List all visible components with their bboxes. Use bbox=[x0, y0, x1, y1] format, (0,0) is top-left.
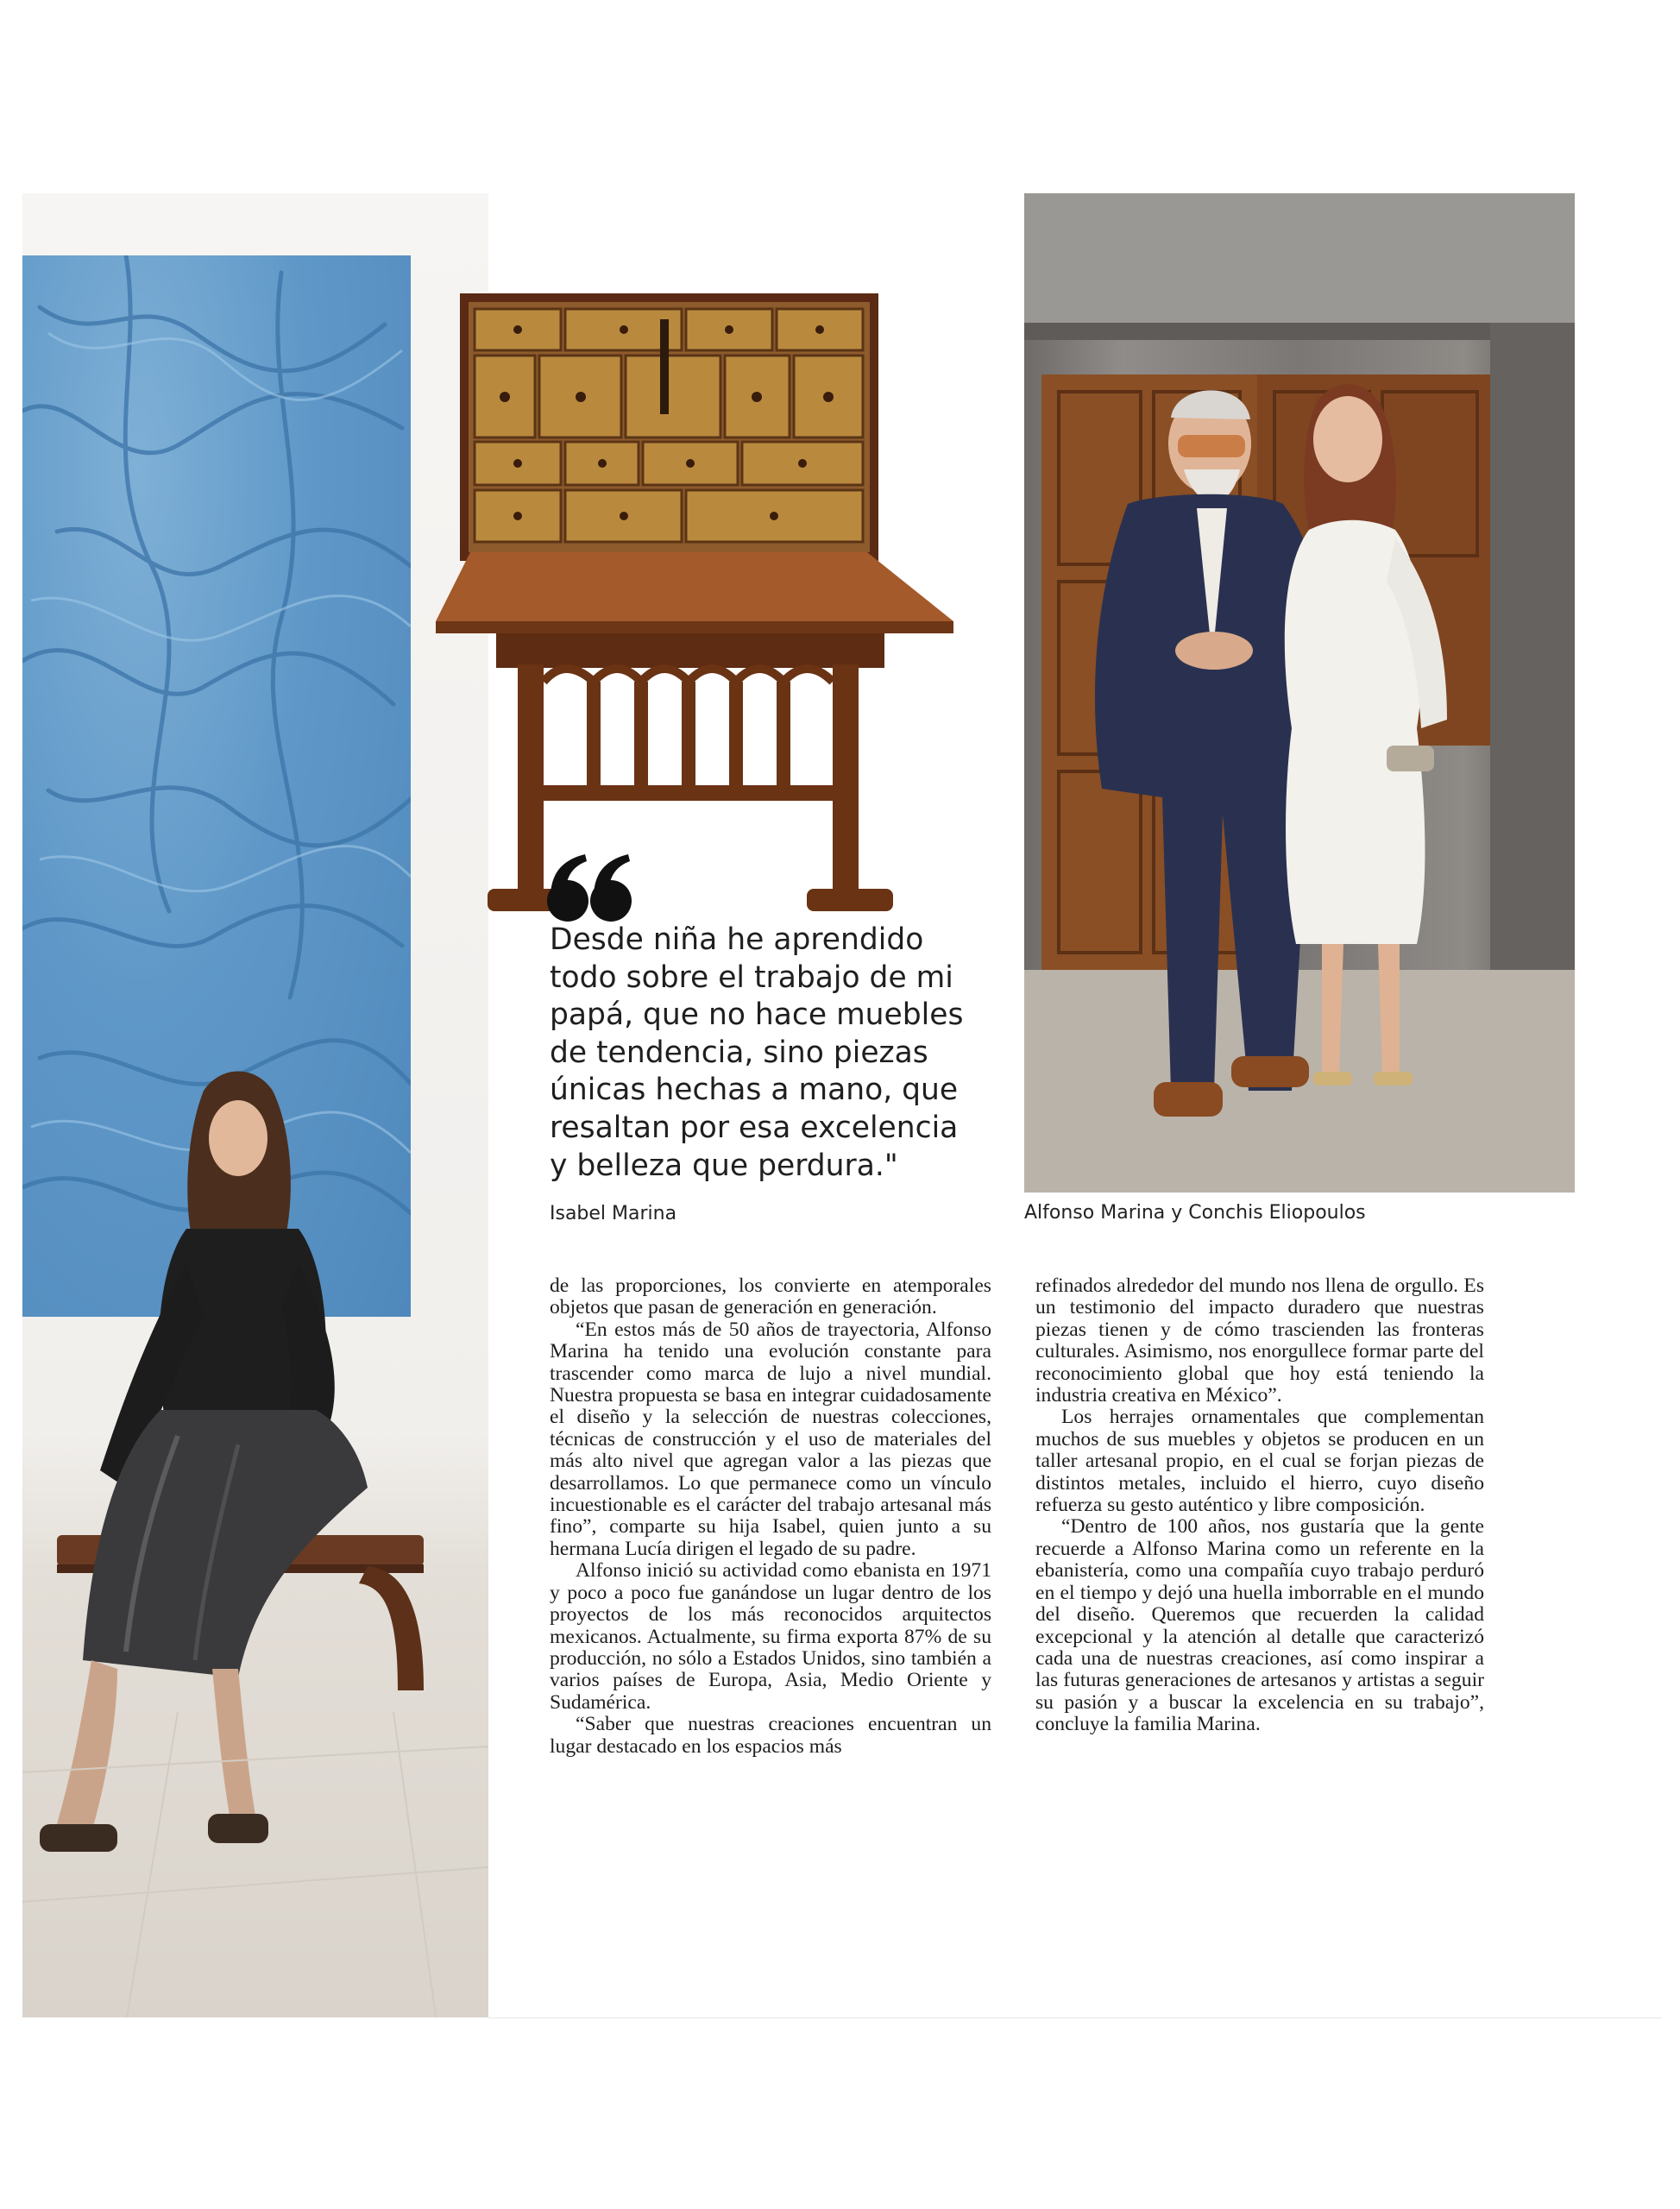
pull-quote-line: de tendencia, sino piezas bbox=[550, 1035, 928, 1070]
article-paragraph: “En estos más de 50 años de trayectoria, Alfonso Marina ha tenido una evolución constante para trascender como marca de lujo a nivel mundial. Nuestra propuesta se basa en integrar cuidadosamente el diseño y la selección de nuestras colecciones, técnicas de construcción y el uso de materiales del más alto nivel que agregan valor a las piezas que desarrollamos. Lo que permanece como un vínculo incuestionable es el carácter del trabajo artesanal más fino”, comparte su hija Isabel, quien junto a su hermana Lucía dirigen el legado de su padre. bbox=[550, 1318, 991, 1560]
pull-quote-line: resaltan por esa excelencia bbox=[550, 1110, 959, 1145]
quote-attribution: Isabel Marina bbox=[550, 1203, 677, 1224]
article-paragraph: Alfonso inició su actividad como ebanista en 1971 y poco a poco fue ganándose un lugar dentro de los proyectos de los más reconocidos arquitectos mexicanos. Actualmente, su firma exporta 87% de su producción, no sólo a Estados Unidos, sino también a varios países de Europa, Asia, Medio Oriente y Sudamérica. bbox=[550, 1559, 991, 1714]
antique-cabinet-photo bbox=[436, 293, 962, 915]
pull-quote-line: papá, que no hace muebles bbox=[550, 998, 964, 1033]
article-paragraph: Los herrajes ornamentales que complementan muchos de sus muebles y objetos se producen en un taller artesanal propio, en el cual se forjan piezas de distintos metales, incluido el hierro, cuyo diseño refuerza su gesto auténtico y libre composición. bbox=[1035, 1406, 1484, 1517]
quotation-mark-icon bbox=[547, 853, 633, 923]
pull-quote-line: únicas hechas a mano, que bbox=[550, 1073, 959, 1108]
page-bottom-edge bbox=[488, 2017, 1662, 2018]
pull-quote bbox=[550, 922, 964, 1185]
photo-isabel-marina bbox=[22, 193, 488, 2017]
article-paragraph: “Saber que nuestras creaciones encuentran un lugar destacado en los espacios más bbox=[550, 1713, 991, 1758]
pull-quote-line: Desde niña he aprendido bbox=[550, 922, 924, 957]
article-column-1 bbox=[550, 1275, 991, 1758]
article-paragraph: de las proporciones, los convierte en atemporales objetos que pasan de generación en generación. bbox=[550, 1274, 991, 1319]
photo-caption: Alfonso Marina y Conchis Eliopoulos bbox=[1024, 1202, 1366, 1224]
marble-floor bbox=[22, 1712, 488, 2017]
article-paragraph: refinados alrededor del mundo nos llena de orgullo. Es un testimonio del impacto duradero que nuestras piezas tienen y de cómo trascienden las fronteras culturales. Asimismo, nos enorgullece formar parte del reconocimiento global que hoy está teniendo la industria creativa en México”. bbox=[1035, 1274, 1484, 1407]
pull-quote-line: y belleza que perdura." bbox=[550, 1148, 898, 1183]
pull-quote-line: todo sobre el trabajo de mi bbox=[550, 960, 953, 995]
article-paragraph: “Dentro de 100 años, nos gustaría que la gente recuerde a Alfonso Marina como un referente en la ebanistería, como una compañía cuyo trabajo perduró en el tiempo y dejó una huella imborrable en el mundo del diseño. Queremos que recuerden la calidad excepcional y la atención al detalle que caracterizó cada una de nuestras creaciones, así como inspirar a las futuras generaciones de artesanos y artistas a seguir su pasión y a buscar la excelencia en su trabajo”, concluye la familia Marina. bbox=[1035, 1515, 1484, 1736]
photo-alfonso-and-conchis bbox=[1024, 193, 1575, 1193]
article-column-2 bbox=[1035, 1275, 1484, 1736]
